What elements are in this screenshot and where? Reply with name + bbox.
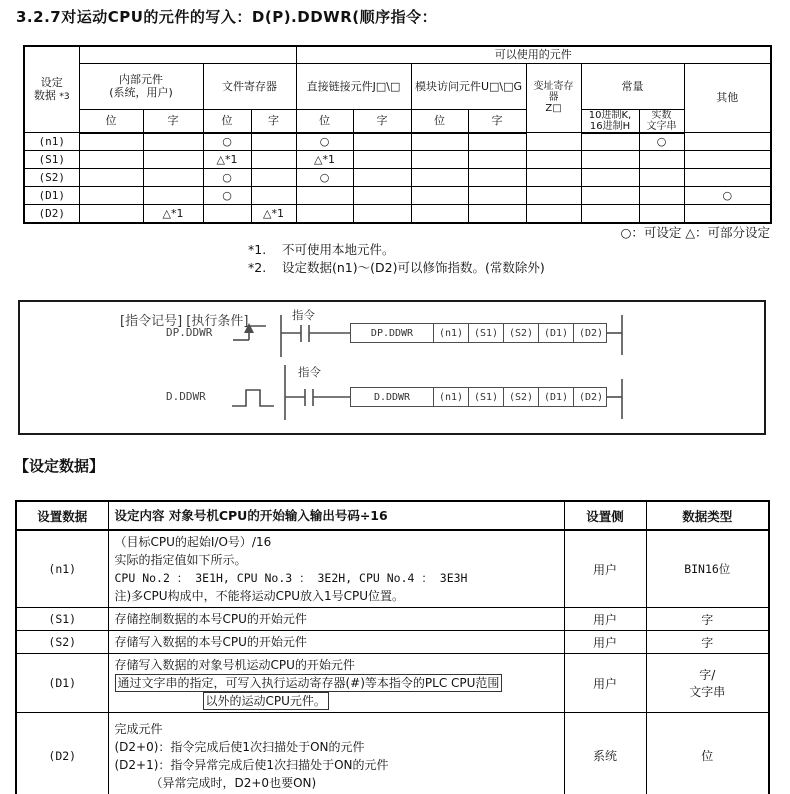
mark-cell: ○ [203, 169, 251, 187]
word-subheader: 字 [143, 109, 203, 133]
table-row [16, 631, 769, 654]
mark-cell [684, 169, 771, 187]
footnote-ref: *1. [248, 242, 267, 257]
mark-legend: ○：可设定 △：可部分设定 [620, 225, 770, 240]
mark-cell: ○ [296, 133, 353, 151]
section-heading: 【设定数据】 [14, 457, 105, 475]
setting-content-cell: 存储写入数据的本号CPU的开始元件 [108, 631, 564, 654]
col-header-setting-content: 设定内容 对象号机CPU的开始输入输出号码÷16 [108, 501, 564, 530]
other-header: 其他 [684, 63, 771, 133]
table-row [16, 608, 769, 631]
operand-cell: (D1) [538, 324, 573, 342]
direct-link-header: 直接链接元件J□\□ [296, 63, 411, 109]
footnote-ref: *2. [248, 260, 267, 275]
mark-cell [411, 205, 468, 223]
operand-cell: (S1) [468, 324, 503, 342]
setting-content-cell [108, 654, 564, 713]
col-header-setting-side: 设置侧 [564, 501, 646, 530]
mark-cell [468, 187, 526, 205]
setting-side-cell: 系统 [564, 713, 646, 794]
mark-cell [143, 169, 203, 187]
mark-cell [251, 133, 296, 151]
mark-cell [684, 151, 771, 169]
mark-cell: △*1 [203, 151, 251, 169]
table-row [16, 654, 769, 713]
mark-cell [526, 151, 581, 169]
mark-cell [296, 205, 353, 223]
mark-cell [411, 151, 468, 169]
internal-device-header [79, 63, 203, 109]
footnote-text: 不可使用本地元件。 [281, 242, 395, 257]
rung1-instruction-name: DP.DDWR [166, 326, 213, 339]
instruction-cell: DP.DDWR [370, 327, 414, 339]
content-line: 注)多CPU构成中，不能将运动CPU放入1号CPU位置。 [114, 589, 405, 603]
operand-label: (S2) [16, 631, 108, 654]
corner-cell [24, 46, 79, 133]
dec-line1: 10进制K, [588, 109, 632, 121]
mark-cell [526, 133, 581, 151]
mark-cell [684, 205, 771, 223]
instruction-cell: D.DDWR [373, 391, 411, 403]
operand-label: (S2) [24, 169, 79, 187]
setting-content-cell [108, 713, 564, 794]
mark-cell: △*1 [296, 151, 353, 169]
operand-cell: (S1) [468, 388, 503, 406]
diagram-caption: [指令记号] [执行条件] [120, 314, 249, 329]
mark-cell: △*1 [143, 205, 203, 223]
setting-side-cell: 用户 [564, 654, 646, 713]
mark-cell [468, 205, 526, 223]
content-line: (D2+0)：指令完成后使1次扫描处于ON的元件 [114, 739, 365, 754]
mark-cell [411, 133, 468, 151]
mark-cell [353, 187, 411, 205]
mark-cell [79, 187, 143, 205]
data-type-cell: 字 [646, 608, 769, 631]
mark-cell [581, 205, 639, 223]
operand-cell: (D2) [573, 388, 608, 406]
mark-cell [684, 133, 771, 151]
mark-cell [79, 205, 143, 223]
mark-cell [468, 169, 526, 187]
col-header-data-type: 数据类型 [646, 501, 769, 530]
mark-cell [251, 187, 296, 205]
footnote-2 [248, 258, 545, 276]
type-line: 字/ [699, 668, 716, 682]
mark-cell [143, 151, 203, 169]
decimal-hex-subheader [581, 109, 639, 133]
operand-cell: (S2) [503, 324, 538, 342]
operand-cell: (n1) [433, 324, 468, 342]
mark-cell [353, 151, 411, 169]
mark-cell [581, 133, 639, 151]
mark-cell [353, 133, 411, 151]
data-type-cell: BIN16位 [646, 530, 769, 608]
mark-cell [526, 205, 581, 223]
mark-cell [79, 133, 143, 151]
mark-cell [639, 151, 684, 169]
rung1-instruction-box [350, 323, 607, 343]
mark-cell: ○ [639, 133, 684, 151]
index-line3: Z□ [545, 103, 562, 115]
device-availability-table [23, 45, 772, 224]
mark-cell: ○ [203, 133, 251, 151]
internal-line2: (系统，用户) [109, 86, 173, 99]
operand-label: (n1) [24, 133, 79, 151]
mark-cell [251, 169, 296, 187]
mark-cell [353, 169, 411, 187]
mark-cell [581, 151, 639, 169]
mark-cell [251, 151, 296, 169]
mark-cell [143, 133, 203, 151]
mark-cell: ○ [203, 187, 251, 205]
word-subheader: 字 [468, 109, 526, 133]
mark-cell [581, 169, 639, 187]
corner-line2: 数据 [33, 88, 56, 102]
content-line: 实际的指定值如下所示。 [114, 553, 247, 567]
operand-cell: (D2) [573, 324, 608, 342]
mark-cell [639, 187, 684, 205]
mark-cell [353, 205, 411, 223]
footnote-1 [248, 240, 395, 258]
rung2-instruction-name: D.DDWR [166, 390, 206, 403]
corner-footnote: *3 [59, 91, 70, 102]
table-row [24, 151, 771, 169]
content-line: (D2+1)：指令异常完成后使1次扫描处于ON的元件 [114, 757, 389, 772]
data-type-cell: 字 [646, 631, 769, 654]
index-register-header [526, 63, 581, 133]
footnote-text: 设定数据(n1)～(D2)可以修饰指数。(常数除外) [281, 260, 545, 275]
empty-header-cell [79, 46, 296, 63]
mark-cell [411, 187, 468, 205]
index-line1: 变址寄存 [533, 81, 574, 93]
word-subheader: 字 [353, 109, 411, 133]
rung2-instruction-box [350, 387, 607, 407]
constant-header: 常量 [581, 63, 684, 109]
operand-label: (D2) [16, 713, 108, 794]
table-row [16, 713, 769, 794]
bit-subheader: 位 [296, 109, 353, 133]
mark-cell [468, 151, 526, 169]
table-row [16, 530, 769, 608]
content-line: （目标CPU的起始I/O号）/16 [114, 535, 272, 549]
operand-cell: (S2) [503, 388, 538, 406]
module-access-header: 模块访问元件U□\□G [411, 63, 526, 109]
mark-cell [639, 169, 684, 187]
operand-label: (S1) [16, 608, 108, 631]
operand-label: (n1) [16, 530, 108, 608]
rung2-condition-label: 指令 [298, 365, 321, 379]
real-line2: 文字串 [646, 120, 677, 132]
mark-cell [143, 187, 203, 205]
bit-subheader: 位 [203, 109, 251, 133]
real-string-subheader [639, 109, 684, 133]
data-type-cell [646, 654, 769, 713]
content-line: 完成元件 [114, 721, 163, 736]
mark-cell [79, 151, 143, 169]
mark-cell: △*1 [251, 205, 296, 223]
operand-cell: (n1) [433, 388, 468, 406]
ladder-diagram [18, 300, 766, 435]
word-subheader: 字 [251, 109, 296, 133]
mark-cell [468, 133, 526, 151]
mark-cell [581, 187, 639, 205]
mark-cell [296, 187, 353, 205]
mark-cell [639, 205, 684, 223]
dec-line2: 16进制H [589, 120, 631, 132]
bit-subheader: 位 [79, 109, 143, 133]
table-header-row [16, 501, 769, 530]
content-line: CPU No.2 ： 3E1H, CPU No.3 ： 3E2H, CPU No.4 ： 3E3H [114, 571, 468, 585]
setting-content-cell [108, 530, 564, 608]
setting-side-cell: 用户 [564, 608, 646, 631]
mark-cell [203, 205, 251, 223]
table-row [24, 133, 771, 151]
setting-side-cell: 用户 [564, 631, 646, 654]
operand-cell: (D1) [538, 388, 573, 406]
operand-label: (D2) [24, 205, 79, 223]
content-line: 存储写入数据的对象号机运动CPU的开始元件 [114, 658, 355, 672]
type-line: 文字串 [689, 685, 726, 699]
col-header-setting-data: 设置数据 [16, 501, 108, 530]
highlighted-text: 通过文字串的指定，可写入执行运动寄存器(#)等本指令的PLC CPU范围 [115, 674, 503, 692]
usable-devices-header: 可以使用的元件 [296, 46, 771, 63]
page-title: 3.2.7对运动CPU的元件的写入：D(P).DDWR(顺序指令： [16, 8, 438, 26]
setting-content-cell: 存储控制数据的本号CPU的开始元件 [108, 608, 564, 631]
real-line1: 实数 [651, 109, 672, 121]
mark-cell [411, 169, 468, 187]
mark-cell [79, 169, 143, 187]
data-type-cell: 位 [646, 713, 769, 794]
operand-label: (D1) [24, 187, 79, 205]
corner-line1: 设定 [40, 75, 63, 89]
mark-cell [526, 169, 581, 187]
index-line2: 器 [548, 92, 559, 104]
setting-side-cell: 用户 [564, 530, 646, 608]
table-row [24, 187, 771, 205]
highlighted-text: 以外的运动CPU元件。 [203, 692, 329, 710]
bit-subheader: 位 [411, 109, 468, 133]
mark-cell: ○ [684, 187, 771, 205]
content-line: （异常完成时，D2+0也要ON) [150, 775, 317, 790]
rung1-condition-label: 指令 [292, 308, 315, 322]
setting-data-table [15, 500, 770, 794]
mark-cell: ○ [296, 169, 353, 187]
mark-cell [526, 187, 581, 205]
operand-label: (S1) [24, 151, 79, 169]
table-row [24, 169, 771, 187]
internal-line1: 内部元件 [119, 73, 163, 86]
table-row [24, 205, 771, 223]
file-register-header: 文件寄存器 [203, 63, 296, 109]
operand-label: (D1) [16, 654, 108, 713]
